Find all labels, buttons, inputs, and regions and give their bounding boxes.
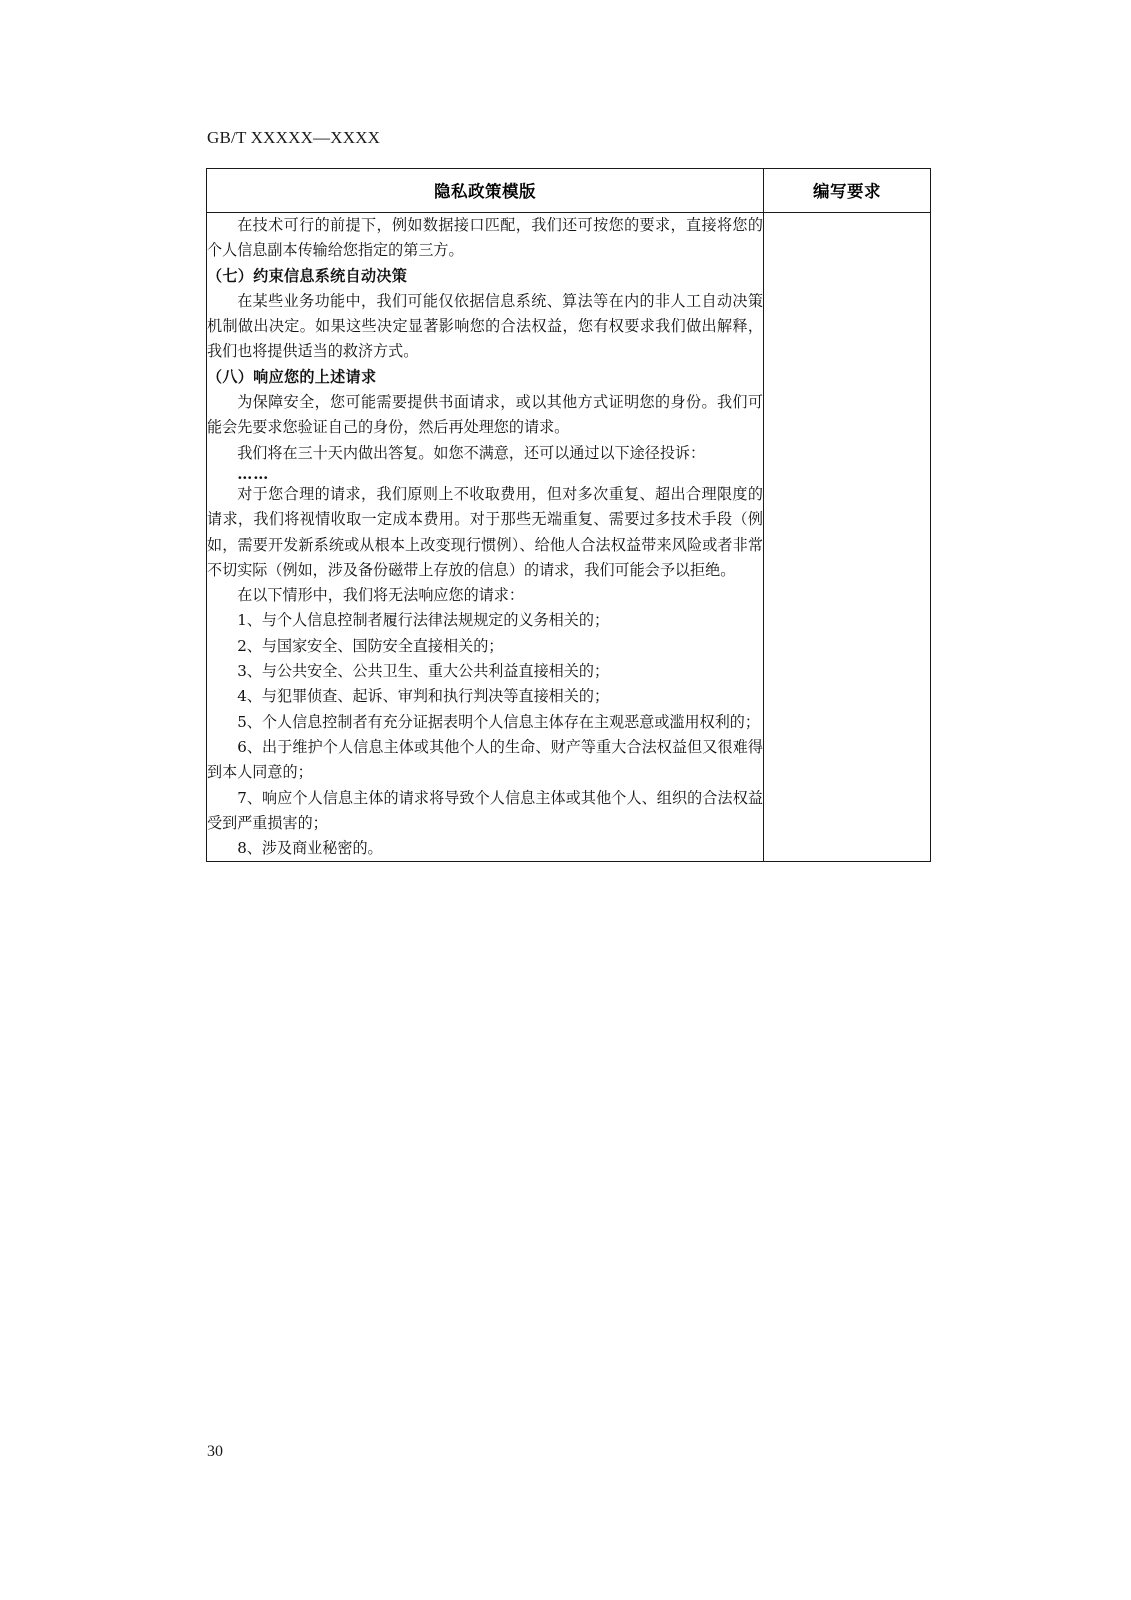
list-item: 4、与犯罪侦查、起诉、审判和执行判决等直接相关的； bbox=[237, 687, 610, 706]
ellipsis-placeholder: …… bbox=[237, 464, 270, 483]
paragraph: 在某些业务功能中，我们可能仅依据信息系统、算法等在内的非人工自动决策机制做出决定。如果这些决定显著影响您的合法权益，您有权要求我们做出解释，我们也将提供适当的救济方式。 bbox=[207, 291, 763, 361]
privacy-policy-template-table bbox=[206, 168, 931, 862]
list-item: 8、涉及商业秘密的。 bbox=[237, 839, 383, 858]
paragraph: 在技术可行的前提下，例如数据接口匹配，我们还可按您的要求，直接将您的个人信息副本传输给您指定的第三方。 bbox=[207, 216, 763, 260]
list-item: 6、出于维护个人信息主体或其他个人的生命、财产等重大合法权益但又很难得到本人同意的； bbox=[207, 737, 763, 782]
table-header-row bbox=[207, 169, 931, 213]
section-heading: （八）响应您的上述请求 bbox=[207, 367, 377, 386]
paragraph: 对于您合理的请求，我们原则上不收取费用，但对多次重复、超出合理限度的请求，我们将视情收取一定成本费用。对于那些无端重复、需要过多技术手段（例如，需要开发新系统或从根本上改变现行惯例）、给他人合法权益带来风险或者非常不切实际（例如，涉及备份磁带上存放的信息）的请求，我们可能会予以拒绝。 bbox=[207, 484, 763, 579]
table-header-cell-left bbox=[207, 169, 764, 213]
standard-code-header: GB/T XXXXX—XXXX bbox=[207, 128, 381, 147]
paragraph: 我们将在三十天内做出答复。如您不满意，还可以通过以下途径投诉： bbox=[237, 443, 706, 462]
paragraph: 为保障安全，您可能需要提供书面请求，或以其他方式证明您的身份。我们可能会先要求您验证自己的身份，然后再处理您的请求。 bbox=[207, 393, 763, 437]
page-number: 30 bbox=[207, 1443, 223, 1460]
requirements-content-cell bbox=[764, 213, 931, 862]
list-item: 3、与公共安全、公共卫生、重大公共利益直接相关的； bbox=[237, 662, 610, 681]
section-heading: （七）约束信息系统自动决策 bbox=[207, 266, 408, 285]
list-item: 2、与国家安全、国防安全直接相关的； bbox=[237, 636, 504, 655]
list-item: 5、个人信息控制者有充分证据表明个人信息主体存在主观恶意或滥用权利的； bbox=[237, 712, 760, 731]
template-content-cell bbox=[207, 213, 764, 862]
paragraph: 在以下情形中，我们将无法响应您的请求： bbox=[237, 586, 524, 605]
table-body-row bbox=[207, 213, 931, 862]
table-header-cell-right bbox=[764, 169, 931, 213]
header-label-requirements: 编写要求 bbox=[813, 182, 881, 201]
header-label-template: 隐私政策模版 bbox=[434, 182, 536, 201]
list-item: 7、响应个人信息主体的请求将导致个人信息主体或其他个人、组织的合法权益受到严重损害的； bbox=[207, 788, 763, 832]
list-item: 1、与个人信息控制者履行法律法规规定的义务相关的； bbox=[237, 611, 610, 630]
